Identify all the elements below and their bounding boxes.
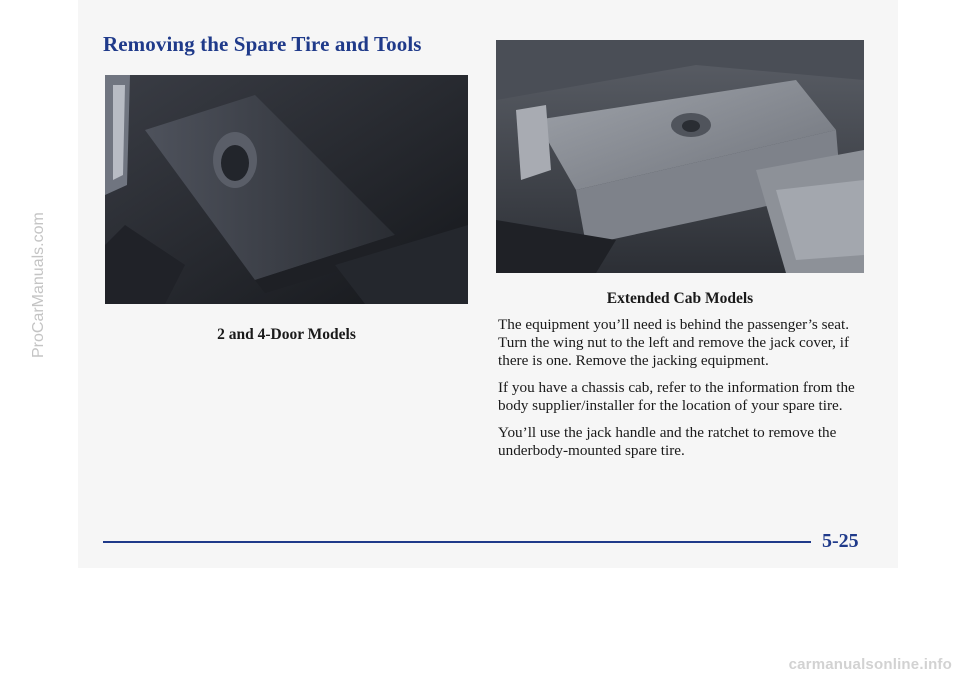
instructions-text: [498, 316, 866, 469]
page-number: 5-25: [822, 530, 859, 552]
paragraph-chassis-cab: If you have a chassis cab, refer to the information from the body supplier/installer for the location of your spare tire.: [498, 379, 855, 414]
caption-2-4-door: 2 and 4-Door Models: [217, 326, 356, 343]
side-watermark: [6, 100, 47, 360]
photo-storage-compartment-extended-cab: [496, 40, 864, 273]
page-title: Removing the Spare Tire and Tools: [103, 32, 422, 56]
caption-extended-cab: Extended Cab Models: [606, 290, 754, 307]
paragraph-jack-handle: You’ll use the jack handle and the ratchet to remove the underbody-mounted spare tire.: [498, 424, 837, 459]
photo-storage-compartment-2-4-door: [105, 75, 468, 304]
side-watermark-text: ProCarManuals.com: [30, 212, 47, 358]
footer-rule: [103, 541, 811, 543]
footer-watermark: carmanualsonline.info: [788, 656, 952, 673]
paragraph-equipment-location: The equipment you’ll need is behind the passenger’s seat. Turn the wing nut to the left and remove the jack cover, if there is one. Remove the jacking equipment.: [498, 316, 850, 369]
